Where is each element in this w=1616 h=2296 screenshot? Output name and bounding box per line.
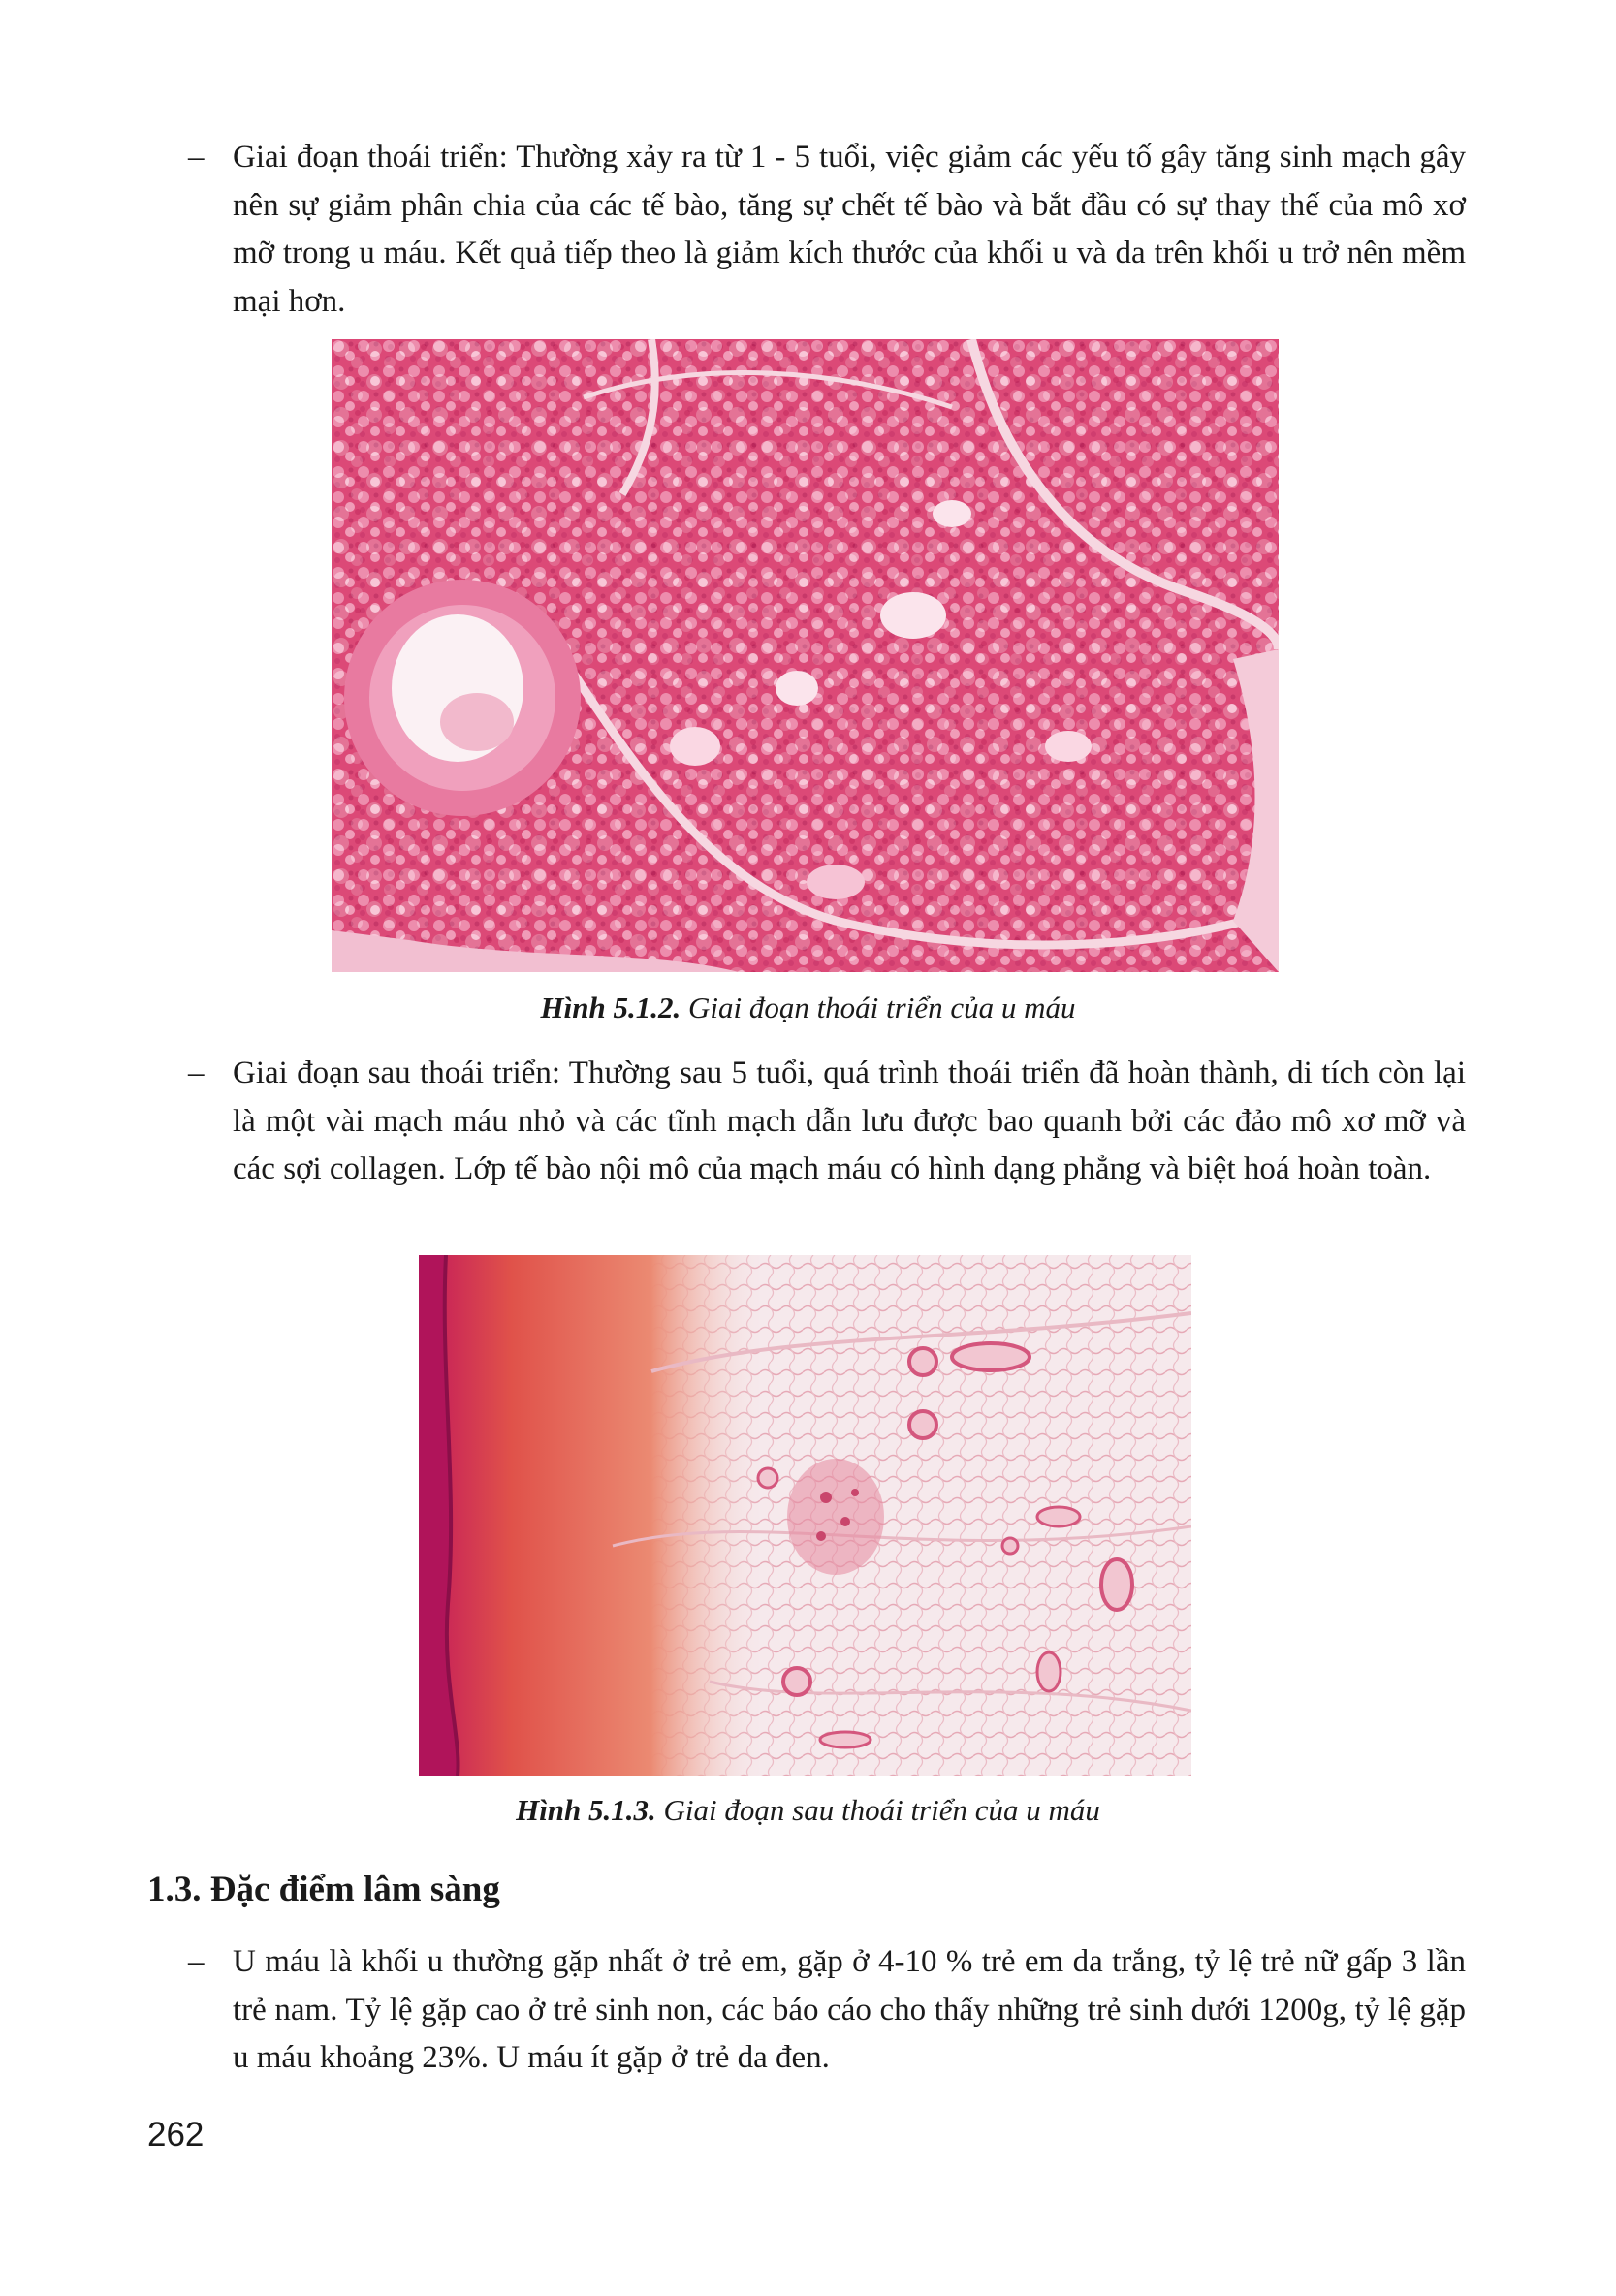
figure-caption <box>0 991 1616 1025</box>
paragraph-text: Giai đoạn thoái triển: Thường xảy ra từ 1 - 5 tuổi, việc giảm các yếu tố gây tăng sinh mạch gây nên sự giảm phân chia của các tế bào, tăng sự chết tế bào và bắt đầu có sự thay thế của mô xơ mỡ trong u máu. Kết quả tiếp theo là giảm kích thước của khối u và da trên khối u trở nên mềm mại hơn. <box>233 140 1466 319</box>
paragraph-regression <box>147 134 1466 326</box>
figure-label: Hình 5.1.2. <box>540 991 681 1024</box>
paragraph-text: U máu là khối u thường gặp nhất ở trẻ em, gặp ở 4-10 % trẻ em da trắng, tỷ lệ trẻ nữ gấp 3 lần trẻ nam. Tỷ lệ gặp cao ở trẻ sinh non, các báo cáo cho thấy những trẻ sinh dưới 1200g, tỷ lệ gặp u máu khoảng 23%. U máu ít gặp ở trẻ da đen. <box>233 1944 1466 2075</box>
bullet-dash: – <box>188 1944 205 1979</box>
paragraph-post-regression <box>147 1050 1466 1194</box>
paragraph-clinical <box>147 1938 1466 2083</box>
figure-post-regression-image <box>419 1255 1191 1776</box>
bullet-dash: – <box>188 1055 205 1090</box>
figure-caption-text: Giai đoạn sau thoái triển của u máu <box>663 1793 1100 1827</box>
figure-caption-text: Giai đoạn thoái triển của u máu <box>687 991 1076 1024</box>
bullet-dash: – <box>188 140 205 174</box>
section-heading: 1.3. Đặc điểm lâm sàng <box>147 1870 500 1909</box>
figure-regression-image <box>332 339 1279 972</box>
figure-caption <box>0 1793 1616 1828</box>
paragraph-text: Giai đoạn sau thoái triển: Thường sau 5 tuổi, quá trình thoái triển đã hoàn thành, di tích còn lại là một vài mạch máu nhỏ và các tĩnh mạch dẫn lưu được bao quanh bởi các đảo mô xơ mỡ và các sợi collagen. Lớp tế bào nội mô của mạch máu có hình dạng phẳng và biệt hoá hoàn toàn. <box>233 1055 1466 1186</box>
page-number: 262 <box>147 2116 205 2154</box>
figure-label: Hình 5.1.3. <box>516 1793 656 1827</box>
